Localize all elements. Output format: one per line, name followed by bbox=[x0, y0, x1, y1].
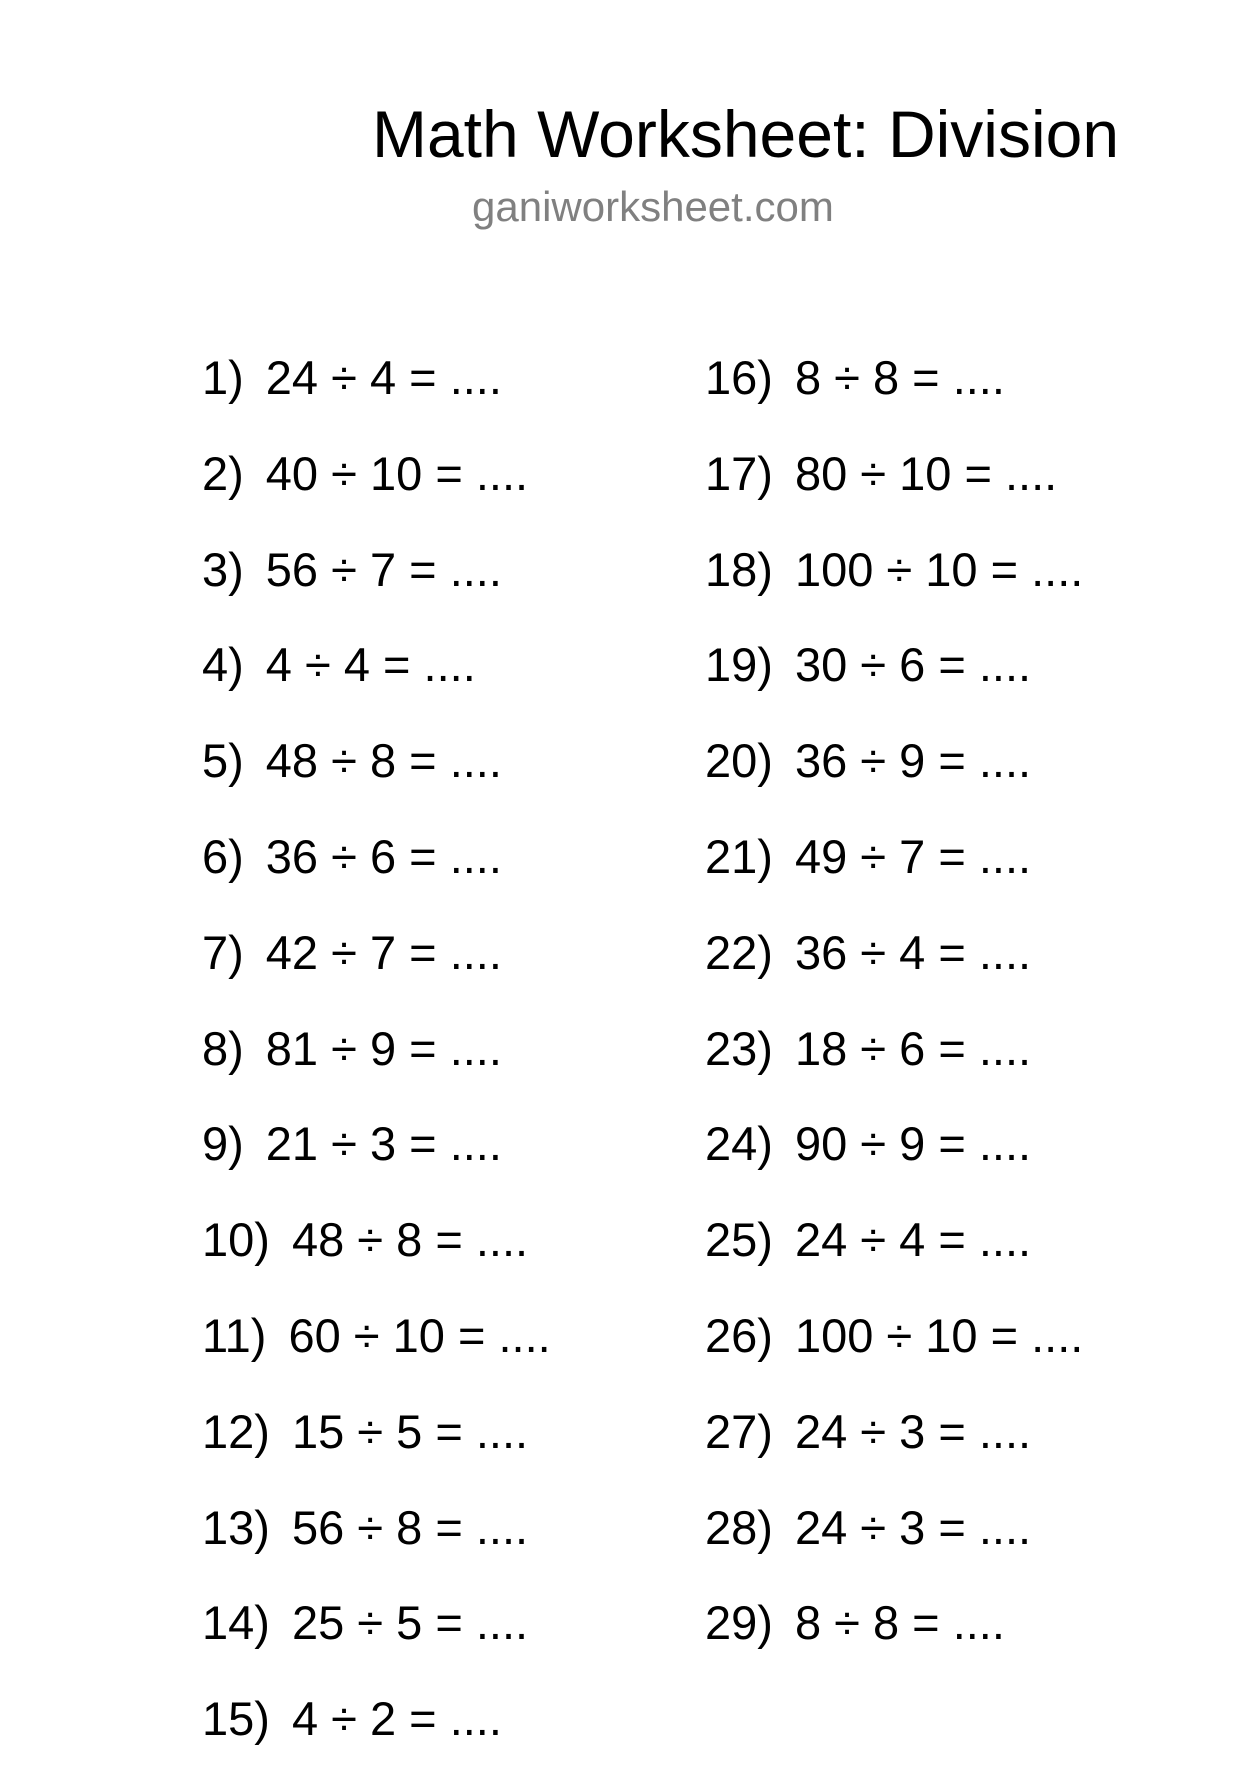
problem-expression: 30 ÷ 6 = .... bbox=[794, 638, 1032, 692]
problem-number: 14) bbox=[202, 1596, 270, 1650]
problem-expression: 100 ÷ 10 = .... bbox=[794, 542, 1084, 596]
problem-number: 16) bbox=[705, 351, 773, 404]
problem-expression: 100 ÷ 10 = .... bbox=[794, 1308, 1084, 1362]
problem-item bbox=[705, 1288, 1083, 1384]
problem-number: 9) bbox=[202, 1117, 244, 1171]
problem-number: 27) bbox=[705, 1404, 773, 1458]
problem-expression: 24 ÷ 3 = .... bbox=[794, 1404, 1032, 1458]
problem-expression: 49 ÷ 7 = .... bbox=[794, 829, 1032, 883]
problem-number: 22) bbox=[705, 925, 773, 979]
problem-item bbox=[705, 809, 1083, 905]
problem-item bbox=[705, 713, 1083, 809]
problem-item bbox=[705, 426, 1083, 522]
problem-item bbox=[202, 1001, 551, 1097]
problem-expression: 60 ÷ 10 = .... bbox=[288, 1308, 551, 1362]
problem-expression: 80 ÷ 10 = .... bbox=[794, 446, 1058, 500]
problem-expression: 4 ÷ 2 = .... bbox=[291, 1692, 502, 1746]
problem-expression: 4 ÷ 4 = .... bbox=[265, 638, 476, 692]
problem-item bbox=[202, 522, 551, 618]
problem-item bbox=[705, 905, 1083, 1001]
problem-number: 19) bbox=[705, 638, 773, 692]
problem-item bbox=[705, 1001, 1083, 1097]
problem-number: 21) bbox=[705, 829, 773, 883]
problem-item bbox=[202, 713, 551, 809]
problem-expression: 24 ÷ 3 = .... bbox=[794, 1500, 1032, 1554]
problem-number: 18) bbox=[705, 542, 773, 596]
problem-expression: 56 ÷ 8 = .... bbox=[291, 1500, 529, 1554]
problem-item bbox=[202, 426, 551, 522]
problem-number: 25) bbox=[705, 1213, 773, 1267]
problem-expression: 15 ÷ 5 = .... bbox=[291, 1404, 529, 1458]
problem-item bbox=[705, 1575, 1083, 1671]
problem-item bbox=[202, 330, 551, 426]
problem-item bbox=[705, 1192, 1083, 1288]
problem-number: 5) bbox=[202, 734, 244, 788]
problem-expression: 8 ÷ 8 = .... bbox=[794, 1596, 1005, 1650]
problem-expression: 25 ÷ 5 = .... bbox=[291, 1596, 529, 1650]
problem-expression: 81 ÷ 9 = .... bbox=[265, 1021, 502, 1075]
problem-expression: 36 ÷ 6 = .... bbox=[265, 829, 502, 883]
problem-number: 2) bbox=[202, 446, 244, 500]
worksheet-title: Math Worksheet: Division bbox=[372, 97, 1120, 171]
problem-expression: 21 ÷ 3 = .... bbox=[265, 1117, 502, 1171]
problem-item bbox=[202, 1480, 551, 1576]
problem-item bbox=[705, 1096, 1083, 1192]
problem-expression: 24 ÷ 4 = .... bbox=[265, 351, 502, 404]
problem-item bbox=[202, 1192, 551, 1288]
problem-expression: 18 ÷ 6 = .... bbox=[794, 1021, 1032, 1075]
problem-number: 28) bbox=[705, 1500, 773, 1554]
website-watermark: ganiworksheet.com bbox=[472, 183, 834, 230]
problem-number: 8) bbox=[202, 1021, 244, 1075]
problem-item bbox=[202, 1671, 551, 1767]
problem-number: 11) bbox=[202, 1308, 267, 1362]
problem-item bbox=[202, 1384, 551, 1480]
problem-item bbox=[202, 1288, 551, 1384]
problem-number: 26) bbox=[705, 1308, 773, 1362]
problem-expression: 36 ÷ 4 = .... bbox=[794, 925, 1032, 979]
problem-item bbox=[202, 1096, 551, 1192]
problem-number: 13) bbox=[202, 1500, 270, 1554]
problem-expression: 48 ÷ 8 = .... bbox=[291, 1213, 529, 1267]
problem-item bbox=[202, 809, 551, 905]
problem-expression: 36 ÷ 9 = .... bbox=[794, 734, 1032, 788]
problem-item bbox=[705, 330, 1083, 426]
problem-expression: 48 ÷ 8 = .... bbox=[265, 734, 502, 788]
problem-number: 17) bbox=[705, 446, 773, 500]
problem-number: 10) bbox=[202, 1213, 270, 1267]
problem-expression: 42 ÷ 7 = .... bbox=[265, 925, 502, 979]
problem-number: 6) bbox=[202, 829, 244, 883]
problem-number: 15) bbox=[202, 1692, 270, 1746]
problem-number: 1) bbox=[202, 351, 244, 404]
problem-expression: 90 ÷ 9 = .... bbox=[794, 1117, 1032, 1171]
problem-number: 23) bbox=[705, 1021, 773, 1075]
problem-item bbox=[202, 905, 551, 1001]
problem-expression: 8 ÷ 8 = .... bbox=[794, 351, 1005, 404]
problem-expression: 56 ÷ 7 = .... bbox=[265, 542, 502, 596]
problems-column-right bbox=[705, 330, 1083, 1671]
problem-number: 12) bbox=[202, 1404, 270, 1458]
problem-item bbox=[705, 1384, 1083, 1480]
problem-item bbox=[705, 522, 1083, 618]
problem-number: 4) bbox=[202, 638, 244, 692]
problem-item bbox=[705, 1480, 1083, 1576]
problem-number: 29) bbox=[705, 1596, 773, 1650]
problem-number: 24) bbox=[705, 1117, 773, 1171]
problem-number: 7) bbox=[202, 925, 244, 979]
problem-item bbox=[202, 617, 551, 713]
problem-number: 3) bbox=[202, 542, 244, 596]
problem-number: 20) bbox=[705, 734, 773, 788]
problem-item bbox=[705, 617, 1083, 713]
problem-expression: 40 ÷ 10 = .... bbox=[265, 446, 529, 500]
problem-item bbox=[202, 1575, 551, 1671]
problem-expression: 24 ÷ 4 = .... bbox=[794, 1213, 1032, 1267]
problems-column-left bbox=[202, 330, 551, 1767]
